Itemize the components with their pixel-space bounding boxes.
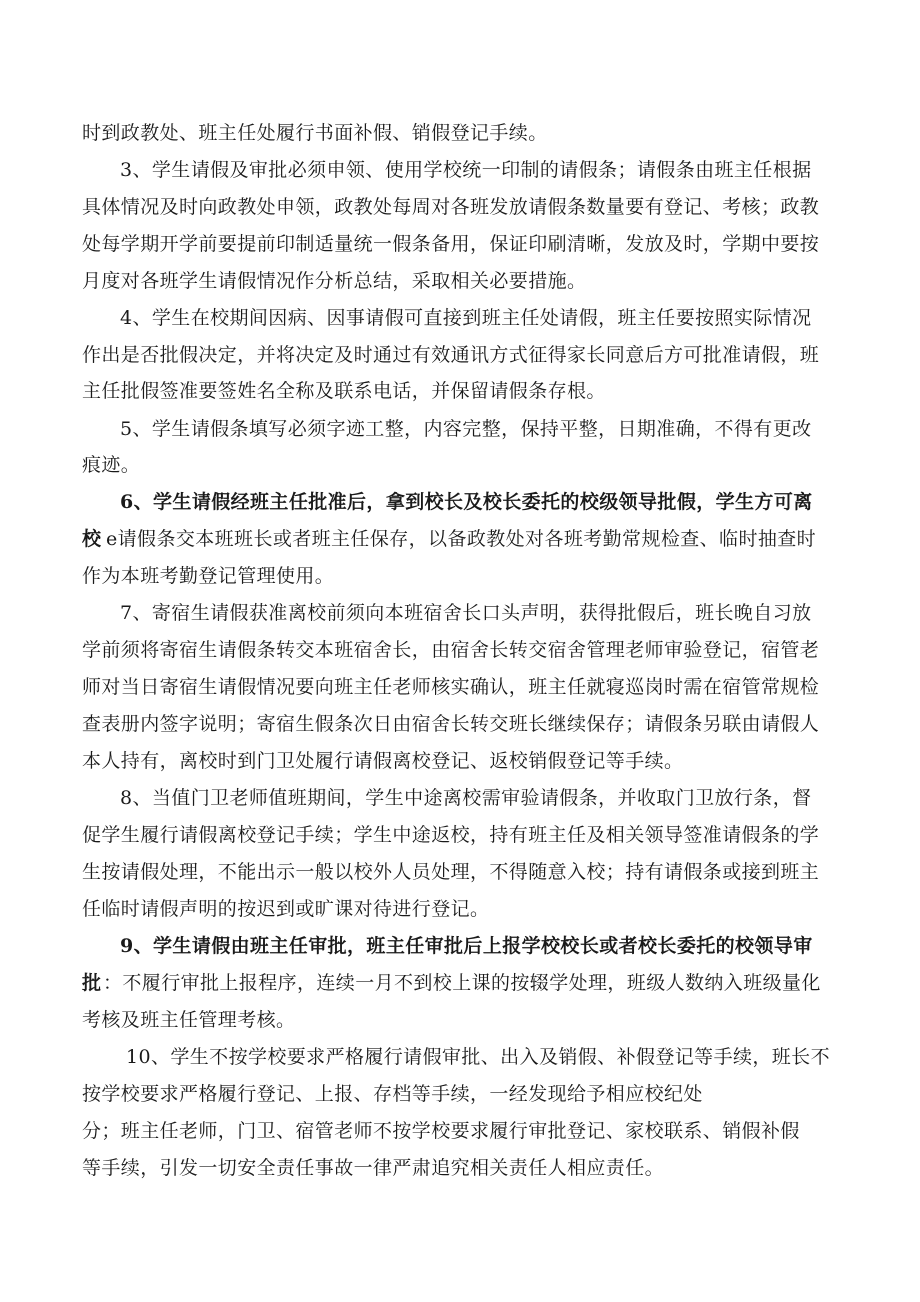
paragraph-8-line: 8、当值门卫老师值班期间，学生中途离校需审验请假条，并收取门卫放行条，督	[120, 787, 812, 809]
paragraph-7-line: 7、寄宿生请假获准离校前须向本班宿舍长口头声明，获得批假后，班长晚自习放	[120, 602, 812, 624]
paragraph-10-line: 等手续，引发一切安全责任事故一律严肃追究相关责任人相应责任。	[82, 1157, 665, 1179]
paragraph-3-line: 具体情况及时向政教处申领，政教处每周对各班发放请假条数量要有登记、考核；政教	[82, 196, 820, 218]
paragraph-9-bold-fragment: 批	[82, 972, 102, 994]
text-line: 时到政教处、班主任处履行书面补假、销假登记手续。	[82, 122, 548, 144]
paragraph-7-line: 学前须将寄宿生请假条转交本班宿舍长，由宿舍长转交宿舍管理老师审验登记，宿管老	[82, 639, 820, 661]
paragraph-3-line: 处每学期开学前要提前印制适量统一假条备用，保证印刷清晰，发放及时，学期中要按	[82, 233, 820, 255]
paragraph-8-line: 促学生履行请假离校登记手续；学生中途返校，持有班主任及相关领导签准请假条的学	[82, 824, 820, 846]
paragraph-6-line-bold: 6、学生请假经班主任批准后，拿到校长及校长委托的校级领导批假，学生方可离	[120, 491, 813, 513]
paragraph-6-line: e请假条交本班班长或者班主任保存，以备政教处对各班考勤常规检查、临时抽查时	[106, 528, 817, 550]
paragraph-7-line: 师对当日寄宿生请假情况要向班主任老师核实确认，班主任就寝巡岗时需在宿管常规检	[82, 676, 820, 698]
paragraph-3-line: 月度对各班学生请假情况作分析总结，采取相关必要措施。	[82, 270, 587, 292]
paragraph-7-line: 本人持有，离校时到门卫处履行请假离校登记、返校销假登记等手续。	[82, 750, 684, 772]
paragraph-8-line: 任临时请假声明的按迟到或旷课对待进行登记。	[82, 898, 490, 920]
paragraph-10-line: 10、学生不按学校要求严格履行请假审批、出入及销假、补假登记等手续，班长不	[126, 1046, 830, 1068]
paragraph-7-line: 查表册内签字说明；寄宿生假条次日由宿舍长转交班长继续保存；请假条另联由请假人	[82, 713, 820, 735]
paragraph-9-line: ：不履行审批上报程序，连续一月不到校上课的按辍学处理，班级人数纳入班级量化	[103, 972, 821, 994]
paragraph-4-line: 作出是否批假决定，并将决定及时通过有效通讯方式征得家长同意后方可批准请假，班	[82, 344, 820, 366]
paragraph-10-line: 分；班主任老师，门卫、宿管老师不按学校要求履行审批登记、家校联系、销假补假	[82, 1120, 800, 1142]
paragraph-5-line: 痕迹。	[82, 454, 141, 476]
paragraph-4-line: 4、学生在校期间因病、因事请假可直接到班主任处请假，班主任要按照实际情况	[120, 307, 812, 329]
paragraph-4-line: 主任批假签准要签姓名全称及联系电话，并保留请假条存根。	[82, 380, 606, 402]
paragraph-6-line: 作为本班考勤登记管理使用。	[82, 565, 335, 587]
paragraph-5-line: 5、学生请假条填写必须字迹工整，内容完整，保持平整，日期准确，不得有更改	[120, 418, 812, 440]
paragraph-8-line: 生按请假处理，不能出示一般以校外人员处理，不得随意入校；持有请假条或接到班主	[82, 861, 820, 883]
paragraph-9-line-bold: 9、学生请假由班主任审批，班主任审批后上报学校校长或者校长委托的校领导审	[120, 935, 813, 957]
paragraph-10-line: 按学校要求严格履行登记、上报、存档等手续，一经发现给予相应校纪处	[82, 1083, 703, 1105]
paragraph-3-line: 3、学生请假及审批必须申领、使用学校统一印制的请假条；请假条由班主任根据	[120, 159, 812, 181]
paragraph-6-bold-fragment: 校	[82, 528, 102, 550]
paragraph-9-line: 考核及班主任管理考核。	[82, 1009, 296, 1031]
